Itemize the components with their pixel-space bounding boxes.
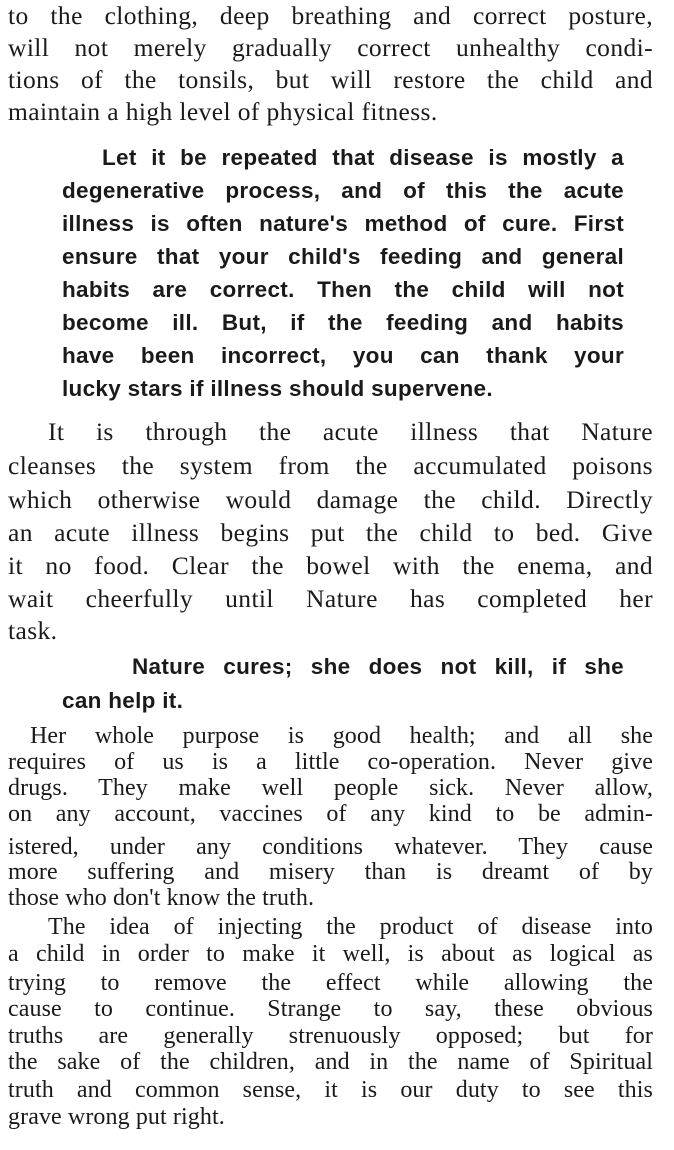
text-line: those who don't know the truth.: [8, 885, 315, 911]
emphasis-line: habits are correct. Then the child will not: [62, 277, 624, 302]
text-line: which otherwise would damage the child. Directly: [8, 485, 653, 514]
text-line: grave wrong put right.: [8, 1104, 225, 1130]
text-line: Her whole purpose is good health; and all she: [30, 723, 653, 749]
emphasis-line: Nature cures; she does not kill, if she: [132, 654, 624, 679]
text-line: trying to remove the effect while allowing the: [8, 970, 653, 996]
emphasis-line: Let it be repeated that disease is mostly a: [102, 145, 624, 170]
emphasis-line: become ill. But, if the feeding and habits: [62, 310, 624, 335]
text-line: on any account, vaccines of any kind to be admin-: [8, 801, 653, 827]
text-line: cause to continue. Strange to say, these obvious: [8, 996, 653, 1022]
text-line: truth and common sense, it is our duty to see this: [8, 1077, 653, 1103]
text-line: task.: [8, 616, 58, 645]
emphasis-line: have been incorrect, you can thank your: [62, 343, 624, 368]
text-line: drugs. They make well people sick. Never allow,: [8, 775, 653, 801]
text-line: The idea of injecting the product of disease into: [48, 914, 653, 940]
text-line: maintain a high level of physical fitness.: [8, 97, 438, 126]
text-line: will not merely gradually correct unhealthy condi-: [8, 33, 653, 62]
text-line: tions of the tonsils, but will restore the child and: [8, 65, 653, 94]
emphasis-line: lucky stars if illness should supervene.: [62, 376, 493, 401]
emphasis-line: degenerative process, and of this the acute: [62, 178, 624, 203]
text-line: to the clothing, deep breathing and correct posture,: [8, 1, 653, 30]
text-line: It is through the acute illness that Nature: [48, 417, 653, 446]
emphasis-line: ensure that your child's feeding and general: [62, 244, 624, 269]
text-line: it no food. Clear the bowel with the enema, and: [8, 551, 653, 580]
text-line: an acute illness begins put the child to bed. Give: [8, 518, 653, 547]
text-line: a child in order to make it well, is about as logical as: [8, 941, 653, 967]
text-line: cleanses the system from the accumulated poisons: [8, 451, 653, 480]
text-line: the sake of the children, and in the name of Spiritual: [8, 1049, 653, 1075]
text-line: truths are generally strenuously opposed; but for: [8, 1023, 653, 1049]
emphasis-line: illness is often nature's method of cure. First: [62, 211, 624, 236]
text-line: more suffering and misery than is dreamt of by: [8, 859, 653, 885]
text-line: wait cheerfully until Nature has completed her: [8, 584, 653, 613]
text-line: istered, under any conditions whatever. They cause: [8, 834, 653, 860]
text-line: requires of us is a little co-operation. Never give: [8, 749, 653, 775]
emphasis-line: can help it.: [62, 688, 184, 713]
